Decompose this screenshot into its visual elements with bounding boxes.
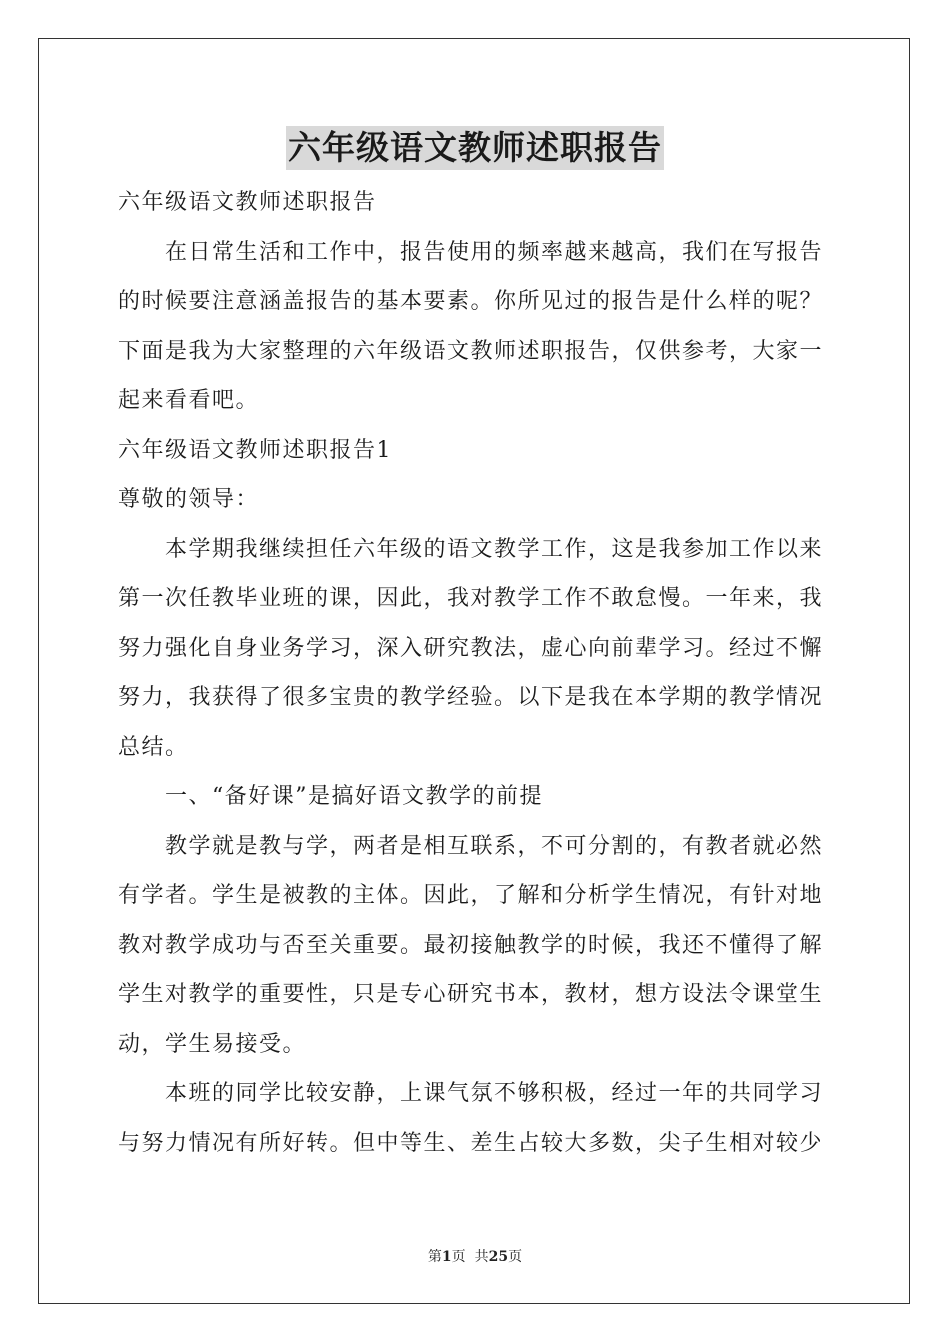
subtitle-line: 六年级语文教师述职报告 — [118, 190, 377, 215]
page-current: 1 — [441, 1249, 452, 1265]
page-total: 25 — [488, 1249, 509, 1265]
paragraph-line: 总结。 — [118, 734, 189, 760]
paragraph-line: 本学期我继续担任六年级的语文教学工作，这是我参加工作以来 — [165, 536, 824, 562]
paragraph-line: 本班的同学比较安静，上课气氛不够积极，经过一年的共同学习 — [165, 1081, 824, 1106]
page-suffix: 页 — [508, 1249, 523, 1265]
paragraph-line: 在日常生活和工作中，报告使用的频率越来越高，我们在写报告 — [165, 239, 824, 265]
paragraph-line: 与努力情况有所好转。但中等生、差生占较大多数，尖子生相对较少 — [118, 1130, 824, 1156]
page-mid: 页 共 — [451, 1249, 489, 1265]
paragraph-line: 有学者。学生是被教的主体。因此，了解和分析学生情况，有针对地 — [118, 883, 824, 908]
paragraph-line: 努力强化自身业务学习，深入研究教法，虚心向前辈学习。经过不懈 — [118, 635, 824, 661]
paragraph-line: 教学就是教与学，两者是相互联系，不可分割的，有教者就必然 — [165, 833, 824, 859]
page-footer — [0, 1246, 950, 1266]
paragraph-line: 动，学生易接受。 — [118, 1031, 307, 1057]
salutation: 尊敬的领导： — [118, 487, 260, 512]
document-body — [118, 178, 834, 1168]
document-title: 六年级语文教师述职报告 — [286, 126, 664, 170]
paragraph-line: 下面是我为大家整理的六年级语文教师述职报告，仅供参考，大家一 — [118, 338, 824, 364]
paragraph-line: 第一次任教毕业班的课，因此，我对教学工作不敢怠慢。一年来，我 — [118, 586, 824, 611]
section-heading: 六年级语文教师述职报告1 — [118, 437, 392, 463]
page-prefix: 第 — [427, 1249, 442, 1265]
paragraph-line: 努力，我获得了很多宝贵的教学经验。以下是我在本学期的教学情况 — [118, 685, 824, 710]
paragraph-line: 的时候要注意涵盖报告的基本要素。你所见过的报告是什么样的呢？ — [118, 289, 824, 314]
paragraph-line: 学生对教学的重要性，只是专心研究书本，教材，想方设法令课堂生 — [118, 982, 824, 1007]
subsection-heading: 一、“备好课”是搞好语文教学的前提 — [165, 784, 543, 809]
title-container — [0, 126, 950, 170]
paragraph-line: 起来看看吧。 — [118, 388, 260, 413]
paragraph-line: 教对教学成功与否至关重要。最初接触教学的时候，我还不懂得了解 — [118, 932, 824, 958]
